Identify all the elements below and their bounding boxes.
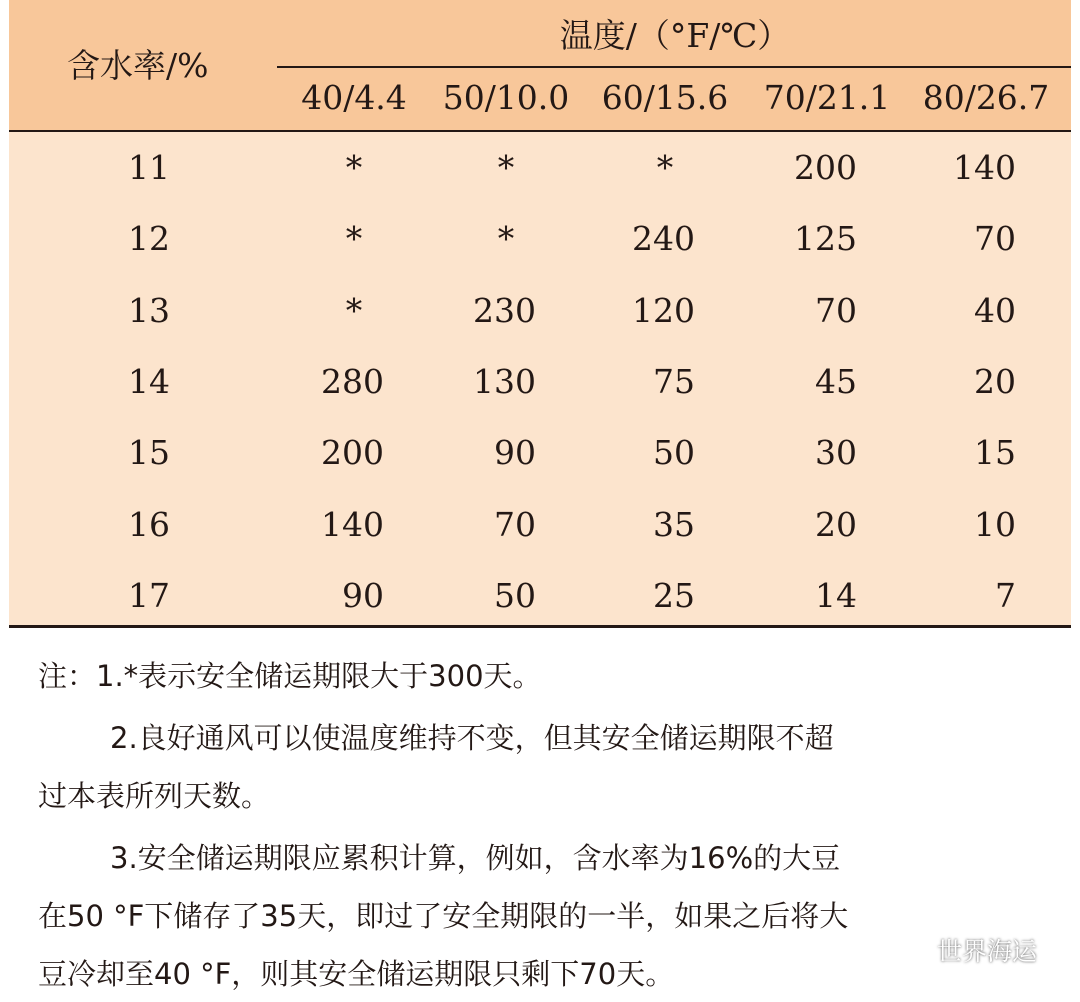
value-cell: 130: [473, 362, 536, 401]
value-cell: 50: [494, 576, 536, 615]
temperature-column-header: 40/4.4: [301, 78, 407, 117]
value-cell: 200: [321, 433, 384, 472]
value-cell: 7: [995, 576, 1016, 615]
note-2-cont: 过本表所列天数。: [38, 779, 271, 813]
value-cell: 90: [494, 433, 536, 472]
value-cell: 70: [974, 219, 1016, 258]
value-cell: 140: [321, 505, 384, 544]
value-cell: 45: [815, 362, 857, 401]
value-cell: *: [497, 219, 515, 258]
value-cell: *: [345, 148, 363, 187]
note-1: 注：1.*表示安全储运期限大于300天。: [38, 659, 542, 693]
note-3: 3.安全储运期限应累积计算，例如，含水率为16%的大豆: [110, 841, 841, 875]
value-cell: 70: [815, 291, 857, 330]
value-cell: *: [345, 291, 363, 330]
value-cell: 15: [974, 433, 1016, 472]
moisture-cell: 11: [128, 148, 170, 187]
value-cell: 120: [632, 291, 695, 330]
value-cell: 140: [953, 148, 1016, 187]
moisture-cell: 16: [128, 505, 170, 544]
note-3-cont-1: 在50 °F下储存了35天，即过了安全期限的一半，如果之后将大: [38, 899, 849, 933]
value-cell: *: [656, 148, 674, 187]
temperature-column-header: 60/15.6: [601, 78, 729, 117]
temperature-column-header: 80/26.7: [922, 78, 1050, 117]
value-cell: 200: [794, 148, 857, 187]
value-cell: 280: [321, 362, 384, 401]
moisture-cell: 17: [128, 576, 170, 615]
value-cell: 35: [653, 505, 695, 544]
note-2: 2.良好通风可以使温度维持不变，但其安全储运期限不超: [110, 721, 834, 755]
wechat-icon: [893, 935, 931, 965]
value-cell: 70: [494, 505, 536, 544]
value-cell: 125: [794, 219, 857, 258]
value-cell: 14: [815, 576, 857, 615]
moisture-cell: 14: [128, 362, 170, 401]
value-cell: *: [497, 148, 515, 187]
value-cell: 20: [974, 362, 1016, 401]
value-cell: 230: [473, 291, 536, 330]
value-cell: *: [345, 219, 363, 258]
temperature-header: 温度/（°F/℃）: [559, 16, 791, 55]
header-divider: [277, 66, 1071, 68]
storage-period-table: [9, 0, 1071, 628]
watermark-text: 世界海运: [937, 937, 1038, 966]
note-3-cont-2: 豆冷却至40 °F，则其安全储运期限只剩下70天。: [38, 957, 675, 991]
temperature-column-header: 70/21.1: [763, 78, 891, 117]
moisture-cell: 15: [128, 433, 170, 472]
moisture-header: 含水率/%: [67, 46, 209, 85]
value-cell: 25: [653, 576, 695, 615]
value-cell: 40: [974, 291, 1016, 330]
value-cell: 30: [815, 433, 857, 472]
value-cell: 75: [653, 362, 695, 401]
value-cell: 10: [974, 505, 1016, 544]
watermark: [893, 932, 1037, 968]
value-cell: 90: [342, 576, 384, 615]
moisture-cell: 12: [128, 219, 170, 258]
temperature-column-header: 50/10.0: [442, 78, 570, 117]
value-cell: 50: [653, 433, 695, 472]
value-cell: 240: [632, 219, 695, 258]
value-cell: 20: [815, 505, 857, 544]
moisture-cell: 13: [128, 291, 170, 330]
